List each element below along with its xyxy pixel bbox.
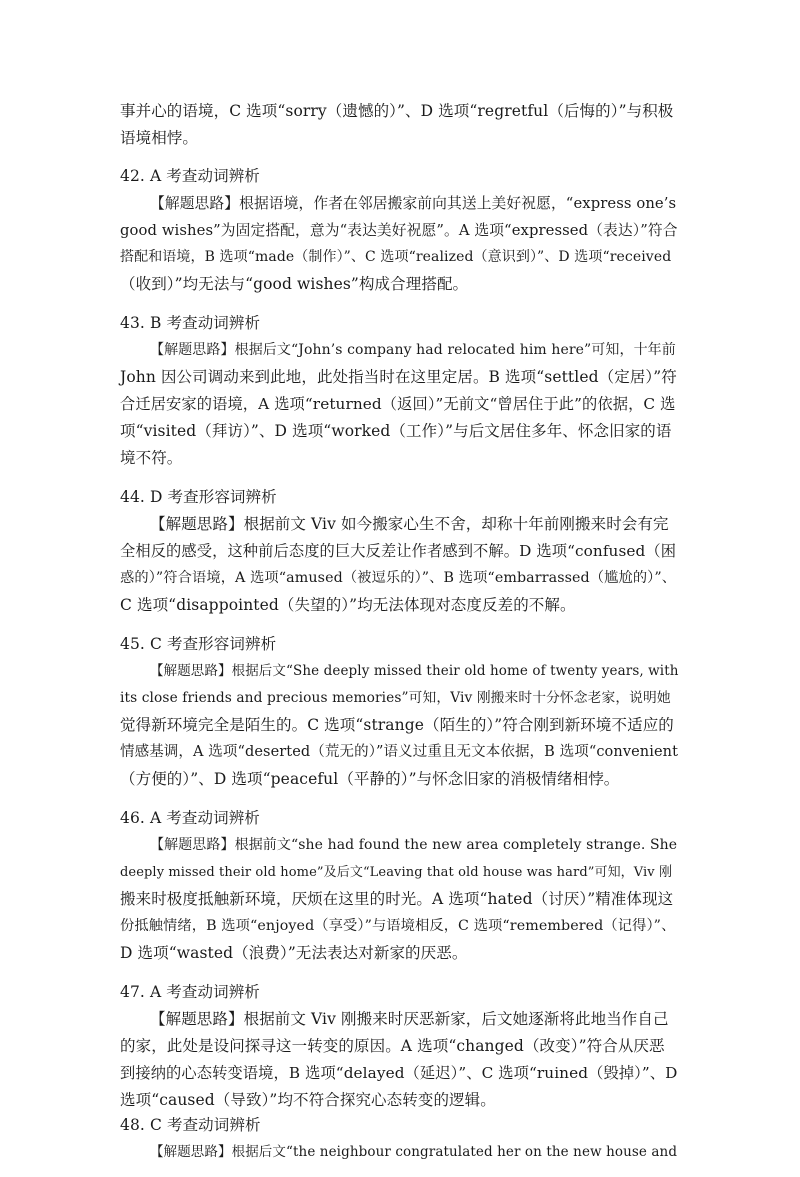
paragraph-line: its close friends and precious memories”可知，Viv 刚搬来时十分怀念老家，说明她 — [120, 690, 671, 706]
paragraph-line: 【解题思路】根据后文“She deeply missed their old home of twenty years, with — [150, 663, 679, 679]
paragraph-line: 的家，此处是设问探寻这一转变的原因。A 选项“changed（改变）”符合从厌恶 — [120, 1037, 665, 1055]
paragraph-line: 语境相悖。 — [120, 129, 199, 147]
paragraph-line: 全相反的感受，这种前后态度的巨大反差让作者感到不解。D 选项“confused（困 — [120, 542, 677, 560]
paragraph-line: 合迁居安家的语境，A 选项“returned（返回）”无前文“曾居住于此”的依据，C 选 — [120, 395, 676, 413]
paragraph-line: John 因公司调动来到此地，此处指当时在这里定居。B 选项“settled（定居）”符 — [120, 368, 677, 386]
paragraph-line: 【解题思路】根据后文“John’s company had relocated him here”可知，十年前 — [150, 342, 676, 358]
paragraph-line: 【解题思路】根据后文“the neighbour congratulated her on the new house and — [150, 1144, 678, 1160]
paragraph-line: 【解题思路】根据前文“she had found the new area completely strange. She — [150, 837, 678, 853]
paragraph-line: 选项“caused（导致）”均不符合探究心态转变的逻辑。 — [120, 1091, 496, 1109]
paragraph-line: 事并心的语境，C 选项“sorry（遗憾的）”、D 选项“regretful（后悔的）”与积极 — [120, 102, 674, 120]
paragraph-line: 觉得新环境完全是陌生的。C 选项“strange（陌生的）”符合刚到新环境不适应的 — [120, 716, 674, 734]
paragraph-line: C 选项“disappointed（失望的）”均无法体现对态度反差的不解。 — [120, 596, 576, 614]
paragraph-line: 惑的）”符合语境，A 选项“amused（被逗乐的）”、B 选项“embarrassed（尴尬的）”、 — [120, 570, 677, 586]
question-heading: 47. A 考查动词辨析 — [120, 983, 260, 1001]
paragraph-line: 情感基调，A 选项“deserted（荒无的）”语义过重且无文本依据，B 选项“convenient — [120, 744, 679, 760]
paragraph-line: 【解题思路】根据前文 Viv 如今搬家心生不舍，却称十年前刚搬来时会有完 — [150, 515, 669, 533]
paragraph-line: deeply missed their old home”及后文“Leaving that old house was hard”可知，Viv 刚 — [120, 865, 673, 880]
question-heading: 44. D 考查形容词辨析 — [120, 488, 277, 506]
paragraph-line: 到接纳的心态转变语境，B 选项“delayed（延迟）”、C 选项“ruined（毁掉）”、D — [120, 1064, 678, 1082]
paragraph-line: （收到）”均无法与“good wishes”构成合理搭配。 — [120, 275, 469, 293]
question-heading: 42. A 考查动词辨析 — [120, 167, 260, 185]
question-heading: 43. B 考查动词辨析 — [120, 314, 261, 332]
paragraph-line: D 选项“wasted（浪费）”无法表达对新家的厌恶。 — [120, 944, 468, 962]
paragraph-line: 项“visited（拜访）”、D 选项“worked（工作）”与后文居住多年、怀念旧家的语 — [120, 422, 672, 440]
paragraph-line: 【解题思路】根据前文 Viv 刚搬来时厌恶新家，后文她逐渐将此地当作自己 — [150, 1010, 669, 1028]
paragraph-line: 搬来时极度抵触新环境，厌烦在这里的时光。A 选项“hated（讨厌）”精准体现这 — [120, 890, 674, 908]
paragraph-line: 份抵触情绪，B 选项“enjoyed（享受）”与语境相反，C 选项“remembered（记得）”、 — [120, 918, 676, 934]
paragraph-line: 境不符。 — [120, 449, 183, 467]
question-heading: 46. A 考查动词辨析 — [120, 809, 260, 827]
paragraph-line: good wishes”为固定搭配，意为“表达美好祝愿”。A 选项“expressed（表达）”符合 — [120, 222, 678, 239]
paragraph-line: （方便的）”、D 选项“peaceful（平静的）”与怀念旧家的消极情绪相悖。 — [120, 770, 620, 788]
paragraph-line: 【解题思路】根据语境，作者在邻居搬家前向其送上美好祝愿，“express one’s — [150, 195, 677, 212]
question-heading: 45. C 考查形容词辨析 — [120, 635, 277, 653]
question-heading: 48. C 考查动词辨析 — [120, 1116, 261, 1134]
paragraph-line: 搭配和语境，B 选项“made（制作）”、C 选项“realized（意识到）”、D 选项“received — [120, 249, 672, 265]
